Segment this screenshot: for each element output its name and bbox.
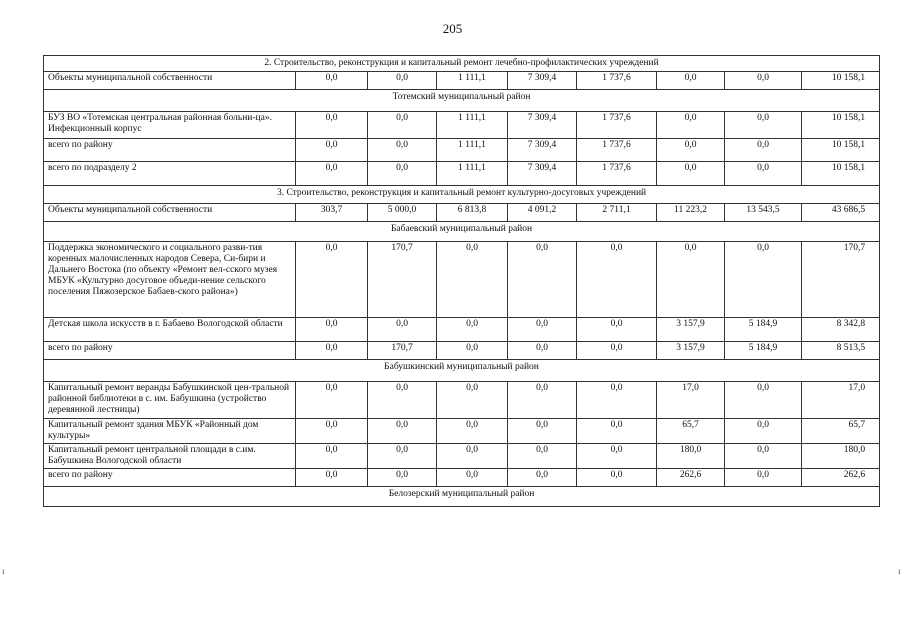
value-cell: 1 111,1 bbox=[437, 162, 508, 186]
row-label: Капитальный ремонт здания МБУК «Районный дом культуры» bbox=[44, 419, 296, 444]
value-cell: 0,0 bbox=[437, 242, 508, 318]
value-cell: 7 309,4 bbox=[508, 112, 577, 139]
section-header-row bbox=[44, 90, 880, 112]
section-header-row bbox=[44, 186, 880, 204]
total-cell: 17,0 bbox=[802, 382, 880, 419]
row-label: Капитальный ремонт веранды Бабушкинской цен-тральной районной библиотеки в с. им. Бабушкина (устройство деревянной лестницы) bbox=[44, 382, 296, 419]
total-cell: 262,6 bbox=[802, 469, 880, 487]
value-cell: 1 737,6 bbox=[577, 72, 657, 90]
value-cell: 170,7 bbox=[368, 342, 437, 360]
value-cell: 0,0 bbox=[577, 382, 657, 419]
value-cell: 0,0 bbox=[437, 382, 508, 419]
value-cell: 180,0 bbox=[657, 444, 725, 469]
value-cell: 0,0 bbox=[296, 342, 368, 360]
scan-mark-left: ı bbox=[2, 566, 5, 576]
row-label: Детская школа искусств в г. Бабаево Вологодской области bbox=[44, 318, 296, 342]
row-label: всего по району bbox=[44, 139, 296, 162]
value-cell: 0,0 bbox=[296, 139, 368, 162]
value-cell: 6 813,8 bbox=[437, 204, 508, 222]
value-cell: 0,0 bbox=[508, 382, 577, 419]
value-cell: 0,0 bbox=[657, 112, 725, 139]
value-cell: 0,0 bbox=[368, 444, 437, 469]
value-cell: 0,0 bbox=[725, 382, 802, 419]
table-row bbox=[44, 72, 880, 90]
value-cell: 1 737,6 bbox=[577, 162, 657, 186]
total-cell: 10 158,1 bbox=[802, 72, 880, 90]
value-cell: 0,0 bbox=[368, 419, 437, 444]
section-header-row bbox=[44, 487, 880, 507]
value-cell: 5 184,9 bbox=[725, 342, 802, 360]
section-title: Белозерский муниципальный район bbox=[44, 487, 880, 507]
value-cell: 0,0 bbox=[577, 242, 657, 318]
total-cell: 8 342,8 bbox=[802, 318, 880, 342]
total-cell: 170,7 bbox=[802, 242, 880, 318]
section-title: 3. Строительство, реконструкция и капитальный ремонт культурно-досуговых учреждений bbox=[44, 186, 880, 204]
value-cell: 0,0 bbox=[368, 139, 437, 162]
table-row bbox=[44, 112, 880, 139]
value-cell: 0,0 bbox=[725, 444, 802, 469]
value-cell: 0,0 bbox=[296, 318, 368, 342]
value-cell: 0,0 bbox=[577, 444, 657, 469]
total-cell: 10 158,1 bbox=[802, 139, 880, 162]
value-cell: 0,0 bbox=[296, 242, 368, 318]
value-cell: 7 309,4 bbox=[508, 139, 577, 162]
value-cell: 0,0 bbox=[437, 469, 508, 487]
row-label: Капитальный ремонт центральной площади в с.им. Бабушкина Вологодской области bbox=[44, 444, 296, 469]
value-cell: 0,0 bbox=[368, 162, 437, 186]
section-title: Бабушкинский муниципальный район bbox=[44, 360, 880, 382]
value-cell: 1 111,1 bbox=[437, 72, 508, 90]
table-row bbox=[44, 419, 880, 444]
section-title: Бабаевский муниципальный район bbox=[44, 222, 880, 242]
section-header-row bbox=[44, 222, 880, 242]
value-cell: 0,0 bbox=[508, 318, 577, 342]
value-cell: 5 184,9 bbox=[725, 318, 802, 342]
row-label: Поддержка экономического и социального разви-тия коренных малочисленных народов Севера, Си-бири и Дальнего Востока (по объекту «Ремонт вел-сского музея МБУК «Культурно досуговое объеди-нение сельского поселения Пяжозерское Бабаев-ского района») bbox=[44, 242, 296, 318]
value-cell: 0,0 bbox=[577, 419, 657, 444]
row-label: Объекты муниципальной собственности bbox=[44, 204, 296, 222]
value-cell: 0,0 bbox=[437, 444, 508, 469]
value-cell: 13 543,5 bbox=[725, 204, 802, 222]
value-cell: 11 223,2 bbox=[657, 204, 725, 222]
value-cell: 303,7 bbox=[296, 204, 368, 222]
row-label: всего по району bbox=[44, 469, 296, 487]
table-row bbox=[44, 162, 880, 186]
value-cell: 0,0 bbox=[296, 112, 368, 139]
value-cell: 0,0 bbox=[368, 112, 437, 139]
value-cell: 0,0 bbox=[725, 419, 802, 444]
total-cell: 8 513,5 bbox=[802, 342, 880, 360]
total-cell: 43 686,5 bbox=[802, 204, 880, 222]
value-cell: 0,0 bbox=[368, 469, 437, 487]
value-cell: 262,6 bbox=[657, 469, 725, 487]
value-cell: 1 737,6 bbox=[577, 112, 657, 139]
value-cell: 0,0 bbox=[508, 342, 577, 360]
section-header-row bbox=[44, 360, 880, 382]
row-label: Объекты муниципальной собственности bbox=[44, 72, 296, 90]
value-cell: 0,0 bbox=[508, 469, 577, 487]
value-cell: 0,0 bbox=[508, 419, 577, 444]
value-cell: 0,0 bbox=[725, 72, 802, 90]
row-label: всего по району bbox=[44, 342, 296, 360]
section-title: Тотемский муниципальный район bbox=[44, 90, 880, 112]
row-label: всего по подразделу 2 bbox=[44, 162, 296, 186]
page-number: 205 bbox=[442, 21, 463, 36]
budget-table bbox=[43, 55, 880, 507]
value-cell: 0,0 bbox=[508, 444, 577, 469]
total-cell: 10 158,1 bbox=[802, 112, 880, 139]
value-cell: 0,0 bbox=[437, 342, 508, 360]
value-cell: 0,0 bbox=[657, 162, 725, 186]
value-cell: 0,0 bbox=[577, 342, 657, 360]
total-cell: 180,0 bbox=[802, 444, 880, 469]
total-cell: 65,7 bbox=[802, 419, 880, 444]
value-cell: 4 091,2 bbox=[508, 204, 577, 222]
value-cell: 0,0 bbox=[296, 444, 368, 469]
row-label: БУЗ ВО «Тотемская центральная районная больни-ца». Инфекционный корпус bbox=[44, 112, 296, 139]
value-cell: 0,0 bbox=[657, 72, 725, 90]
value-cell: 0,0 bbox=[368, 72, 437, 90]
section-header-row bbox=[44, 56, 880, 72]
value-cell: 17,0 bbox=[657, 382, 725, 419]
table-row bbox=[44, 342, 880, 360]
table-row bbox=[44, 242, 880, 318]
value-cell: 1 111,1 bbox=[437, 112, 508, 139]
table-row bbox=[44, 382, 880, 419]
value-cell: 0,0 bbox=[657, 242, 725, 318]
value-cell: 2 711,1 bbox=[577, 204, 657, 222]
value-cell: 0,0 bbox=[725, 162, 802, 186]
value-cell: 0,0 bbox=[657, 139, 725, 162]
value-cell: 0,0 bbox=[368, 382, 437, 419]
value-cell: 0,0 bbox=[577, 469, 657, 487]
scan-mark-right: ı bbox=[898, 566, 901, 576]
value-cell: 0,0 bbox=[296, 72, 368, 90]
value-cell: 0,0 bbox=[725, 242, 802, 318]
value-cell: 1 737,6 bbox=[577, 139, 657, 162]
value-cell: 0,0 bbox=[368, 318, 437, 342]
value-cell: 0,0 bbox=[296, 419, 368, 444]
value-cell: 7 309,4 bbox=[508, 72, 577, 90]
value-cell: 0,0 bbox=[296, 469, 368, 487]
total-cell: 10 158,1 bbox=[802, 162, 880, 186]
table-row bbox=[44, 444, 880, 469]
table-row bbox=[44, 469, 880, 487]
value-cell: 1 111,1 bbox=[437, 139, 508, 162]
value-cell: 3 157,9 bbox=[657, 342, 725, 360]
value-cell: 0,0 bbox=[437, 419, 508, 444]
value-cell: 0,0 bbox=[725, 139, 802, 162]
table-row bbox=[44, 139, 880, 162]
value-cell: 0,0 bbox=[725, 469, 802, 487]
value-cell: 7 309,4 bbox=[508, 162, 577, 186]
value-cell: 170,7 bbox=[368, 242, 437, 318]
value-cell: 3 157,9 bbox=[657, 318, 725, 342]
value-cell: 0,0 bbox=[577, 318, 657, 342]
table-row bbox=[44, 318, 880, 342]
value-cell: 0,0 bbox=[437, 318, 508, 342]
value-cell: 0,0 bbox=[296, 162, 368, 186]
value-cell: 0,0 bbox=[508, 242, 577, 318]
value-cell: 0,0 bbox=[725, 112, 802, 139]
table-row bbox=[44, 204, 880, 222]
section-title: 2. Строительство, реконструкция и капитальный ремонт лечебно-профилактических учреждений bbox=[44, 56, 880, 72]
value-cell: 5 000,0 bbox=[368, 204, 437, 222]
value-cell: 0,0 bbox=[296, 382, 368, 419]
value-cell: 65,7 bbox=[657, 419, 725, 444]
